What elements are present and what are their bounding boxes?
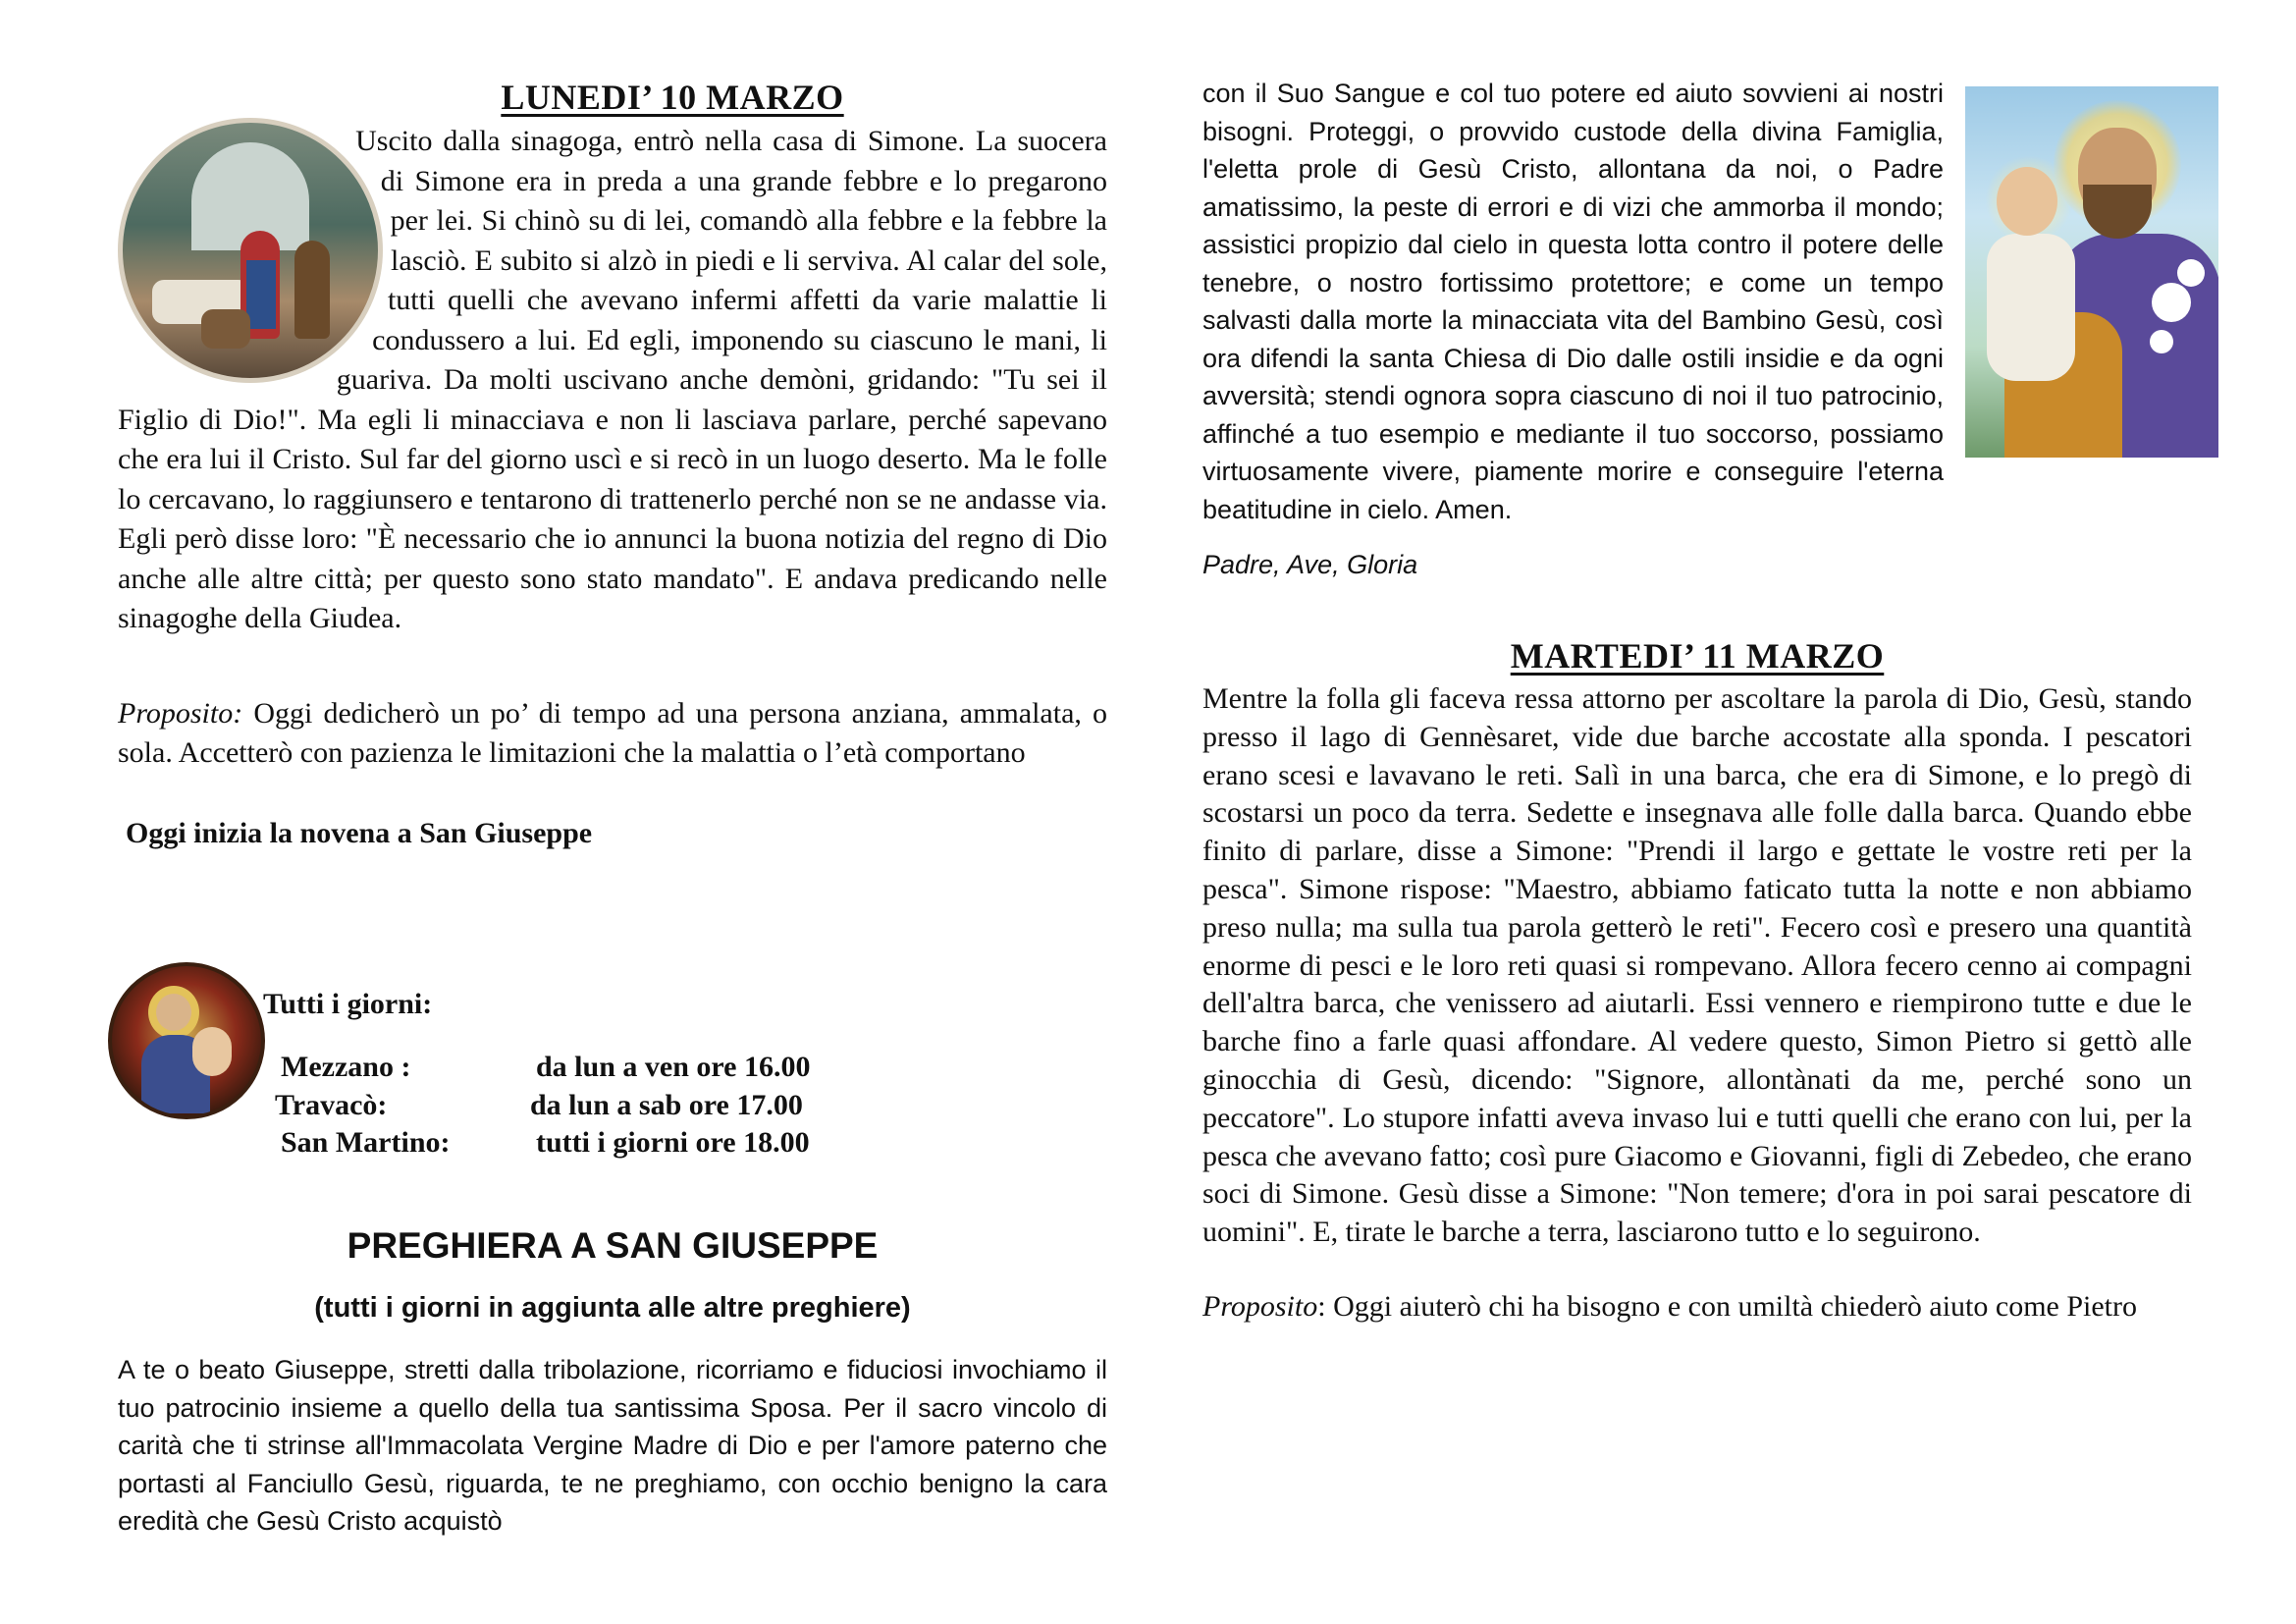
monday-proposito [118,694,1107,774]
healing-painting-medallion [118,118,383,383]
schedule-time: tutti i giorni ore 18.00 [536,1126,810,1159]
schedule-place: Travacò: [275,1088,388,1121]
proposito-label: Proposito: [118,696,243,730]
left-page [118,77,1107,850]
tuesday-gospel: Mentre la folla gli faceva ressa attorno per ascoltare la parola di Dio, Gesù, stando presso il lago di Gennèsaret, vide due barche accostate alla sponda. I pescatori erano scesi e lavavano le reti. Salì in una barca, che era di Simone, e lo pregò di scostarsi un poco da terra. Sedette e insegnava alle folle dalla barca. Quando ebbe finito di parlare, disse a Simone: "Prendi il largo e gettate le vostre reti per la pesca". Simone rispose: "Maestro, abbiamo faticato tutta la notte e non abbiamo preso nulla; ma sulla tua parola getterò le reti". Fecero così e presero una quantità enorme di pesci e le loro reti quasi si rompevano. Allora fecero cenno ai compagni dell'altra barca, che venissero ad aiutarli. Essi vennero e riempirono tutte e due le barche fino a farle quasi affondare. Al vedere questo, Simon Pietro si gettò alle ginocchia di Gesù, dicendo: "Signore, allontànati da me, perché sono un peccatore". Lo stupore infatti aveva invaso lui e tutti quelli che erano con lui, per la pesca che avevano fatto; così pure Giacomo e Giovanni, figli di Zebedeo, che erano soci di Simone. Gesù disse a Simone: "Non temere; d'ora in poi sarai pescatore di uomini". E, tirate le barche a terra, lasciarono tutto e lo seguirono. [1202,682,2192,1249]
closing-prayers: Padre, Ave, Gloria [1202,550,1418,579]
schedule-time: da lun a sab ore 17.00 [530,1088,803,1121]
saint-joseph-medallion [108,962,265,1119]
schedule-place: Mezzano : [281,1051,411,1083]
schedule-heading: Tutti i giorni: [263,988,433,1020]
schedule-place: San Martino: [281,1126,451,1159]
prayer-continued-text: con il Suo Sangue e col tuo potere ed aiuto sovvieni ai nostri bisogni. Proteggi, o provvido custode della divina Famiglia, l'eletta prole di Gesù Cristo, allontana da noi, o Padre amatissimo, la peste di errori e di vizi che ammorba il mondo; assistici propizio dal cielo in questa lotta contro il potere delle tenebre, o nostro fortissimo protettore; e come un tempo salvasti dalla morte la minacciata vita del Bambino Gesù, così ora difendi la santa Chiesa di Dio dalle ostili insidie e da ogni avversità; stendi ognora sopra ciascuno di noi il tuo patrocinio, affinché a tuo esempio e mediante il tuo soccorso, possiamo virtuosamente vivere, piamente morire e conseguire l'eterna beatitudine in cielo. Amen. [1202,79,1944,524]
prayer-text: A te o beato Giuseppe, stretti dalla tribolazione, ricorriamo e fiduciosi invochiamo il tuo patrocinio insieme a quello della tua santissima Sposa. Per il sacro vincolo di carità che ti strinse all'Immacolata Vergine Madre di Dio e per l'amore paterno che portasti al Fanciullo Gesù, riguarda, te ne preghiamo, con occhio benigno la cara eredità che Gesù Cristo acquistò [118,1355,1107,1536]
tuesday-title: MARTEDI’ 11 MARZO [1510,636,1885,676]
schedule-row [275,1087,810,1125]
proposito-text: : Oggi aiuterò chi ha bisogno e con umiltà chiederò aiuto come Pietro [1317,1289,2138,1323]
prayer-continued [1202,75,2204,528]
schedule-time: da lun a ven ore 16.00 [536,1051,811,1083]
novena-title: Oggi inizia la novena a San Giuseppe [126,816,593,849]
tuesday-proposito [1202,1287,2192,1327]
monday-title: LUNEDI’ 10 MARZO [501,78,844,117]
schedule-row [275,1124,810,1163]
schedule-row [275,1049,810,1087]
novena-schedule [275,1049,810,1163]
prayer-title: PREGHIERA A SAN GIUSEPPE [347,1225,879,1266]
proposito-text: Oggi dedicherò un po’ di tempo ad una persona anziana, ammalata, o sola. Accetterò con pazienza le limitazioni che la malattia o l’età comportano [118,696,1107,769]
monday-gospel: Uscito dalla sinagoga, entrò nella casa di Simone. La suocera di Simone era in preda a una grande febbre e lo pregarono per lei. Si chinò su di lei, comandò alla febbre e la febbre la lasciò. E subito si alzò in piedi e li serviva. Al calar del sole, tutti quelli che avevano infermi affetti da varie malattie li condussero a lui. Ed egli, imponendo su ciascuno le mani, li guariva. Da molti uscivano anche demòni, gridando: "Tu sei il Figlio di Dio!". Ma egli li minacciava e non li lasciava parlare, perché sapevano che era lui il Cristo. Sul far del giorno uscì e si recò in un luogo deserto. Ma le folle lo cercavano, lo raggiunsero e tentarono di trattenerlo perché non se ne andasse via. Egli però disse loro: "È necessario che io annunci la buona notizia del regno di Dio anche alle altre città; per questo sono stato mandato". E andava predicando nelle sinagoghe della Giudea. [118,125,1107,634]
right-page [1202,75,2204,1326]
proposito-label: Proposito [1202,1289,1318,1323]
prayer-subtitle: (tutti i giorni in aggiunta alle altre preghiere) [314,1292,911,1324]
